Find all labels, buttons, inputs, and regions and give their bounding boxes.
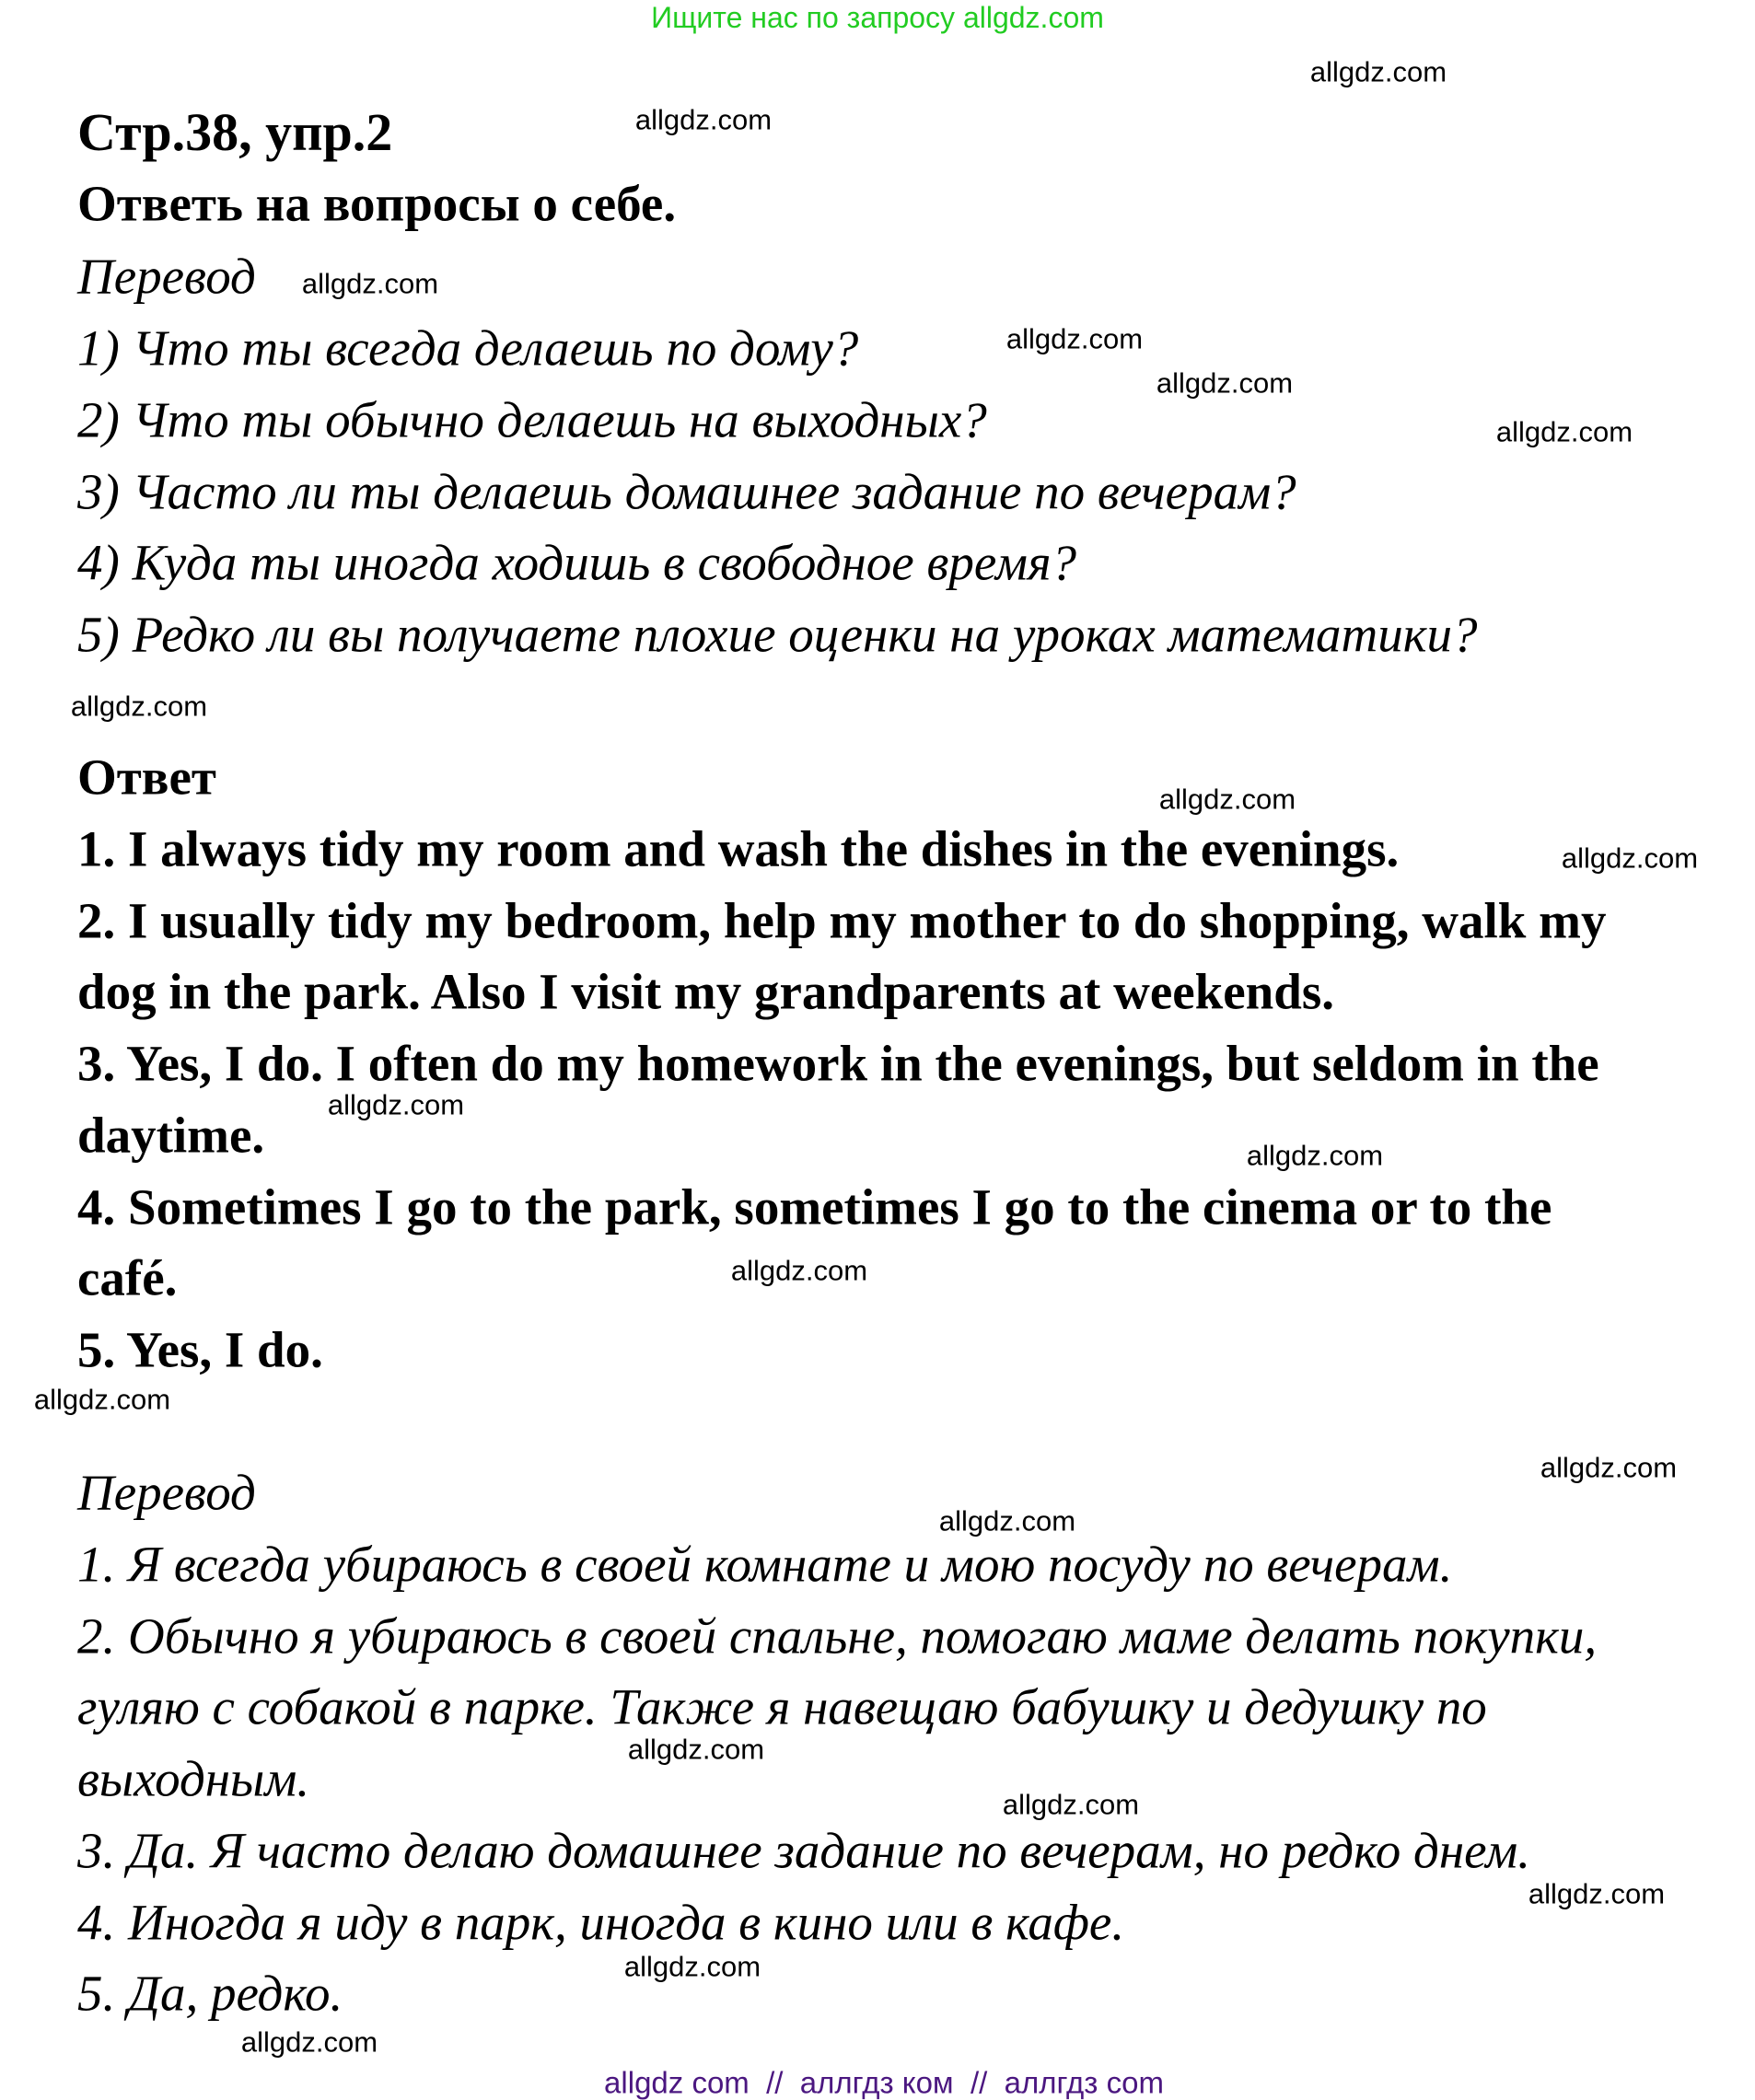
- watermark: allgdz.com: [1158, 783, 1296, 816]
- watermark: allgdz.com: [1495, 415, 1633, 448]
- answer-line: 2. I usually tidy my bedroom, help my mother to do shopping, walk my: [77, 892, 1607, 949]
- translation-label-2: Перевод: [77, 1464, 256, 1521]
- translation-line: выходным.: [77, 1750, 310, 1807]
- task-heading: Ответь на вопросы о себе.: [77, 175, 677, 232]
- translation-line: 2. Обычно я убираюсь в своей спальне, помогаю маме делать покупки,: [77, 1607, 1598, 1665]
- question-3: 3) Часто ли ты делаешь домашнее задание по вечерам?: [77, 463, 1296, 520]
- translation-line: 3. Да. Я часто делаю домашнее задание по вечерам, но редко днем.: [77, 1822, 1531, 1879]
- question-1: 1) Что ты всегда делаешь по дому?: [77, 319, 859, 377]
- watermark: allgdz.com: [1156, 366, 1294, 400]
- watermark: allgdz.com: [1246, 1139, 1384, 1172]
- watermark: allgdz.com: [1005, 322, 1144, 355]
- watermark: allgdz.com: [327, 1088, 465, 1121]
- watermark: allgdz.com: [240, 2025, 378, 2059]
- answer-line: dog in the park. Also I visit my grandparents at weekends.: [77, 963, 1334, 1020]
- watermark: allgdz.com: [1540, 1451, 1678, 1484]
- translation-line: 5. Да, редко.: [77, 1965, 343, 2022]
- top-banner: Ищите нас по запросу allgdz.com: [651, 1, 1104, 34]
- answer-line: daytime.: [77, 1107, 265, 1164]
- answer-line: 4. Sometimes I go to the park, sometimes I go to the cinema or to the: [77, 1178, 1552, 1236]
- translation-line: гуляю с собакой в парке. Также я навещаю бабушку и дедушку по: [77, 1678, 1487, 1735]
- answer-line: 5. Yes, I do.: [77, 1321, 323, 1378]
- answer-line: café.: [77, 1249, 178, 1306]
- answer-line: 3. Yes, I do. I often do my homework in the evenings, but seldom in the: [77, 1035, 1599, 1092]
- watermark: allgdz.com: [301, 267, 439, 300]
- question-5: 5) Редко ли вы получаете плохие оценки на уроках математики?: [77, 606, 1478, 663]
- answer-label: Ответ: [77, 748, 216, 806]
- page-title: Стр.38, упр.2: [77, 102, 393, 162]
- watermark: allgdz.com: [627, 1733, 765, 1766]
- watermark: allgdz.com: [70, 690, 208, 723]
- translation-line: 1. Я всегда убираюсь в своей комнате и мою посуду по вечерам.: [77, 1536, 1453, 1593]
- watermark: allgdz.com: [33, 1383, 171, 1416]
- watermark: allgdz.com: [1002, 1788, 1140, 1821]
- watermark: allgdz.com: [1309, 55, 1447, 88]
- question-2: 2) Что ты обычно делаешь на выходных?: [77, 391, 987, 448]
- translation-line: 4. Иногда я иду в парк, иногда в кино или в кафе.: [77, 1894, 1125, 1951]
- watermark: allgdz.com: [730, 1254, 868, 1287]
- question-4: 4) Куда ты иногда ходишь в свободное время?: [77, 534, 1077, 591]
- watermark: allgdz.com: [1528, 1877, 1666, 1910]
- answer-line: 1. I always tidy my room and wash the dishes in the evenings.: [77, 820, 1400, 877]
- watermark: allgdz.com: [634, 103, 773, 136]
- watermark: allgdz.com: [1561, 841, 1699, 875]
- footer-links: allgdz com // аллгдз ком // аллгдз com: [604, 2065, 1164, 2100]
- translation-label: Перевод: [77, 248, 256, 305]
- watermark: allgdz.com: [623, 1950, 761, 1983]
- watermark: allgdz.com: [938, 1504, 1076, 1537]
